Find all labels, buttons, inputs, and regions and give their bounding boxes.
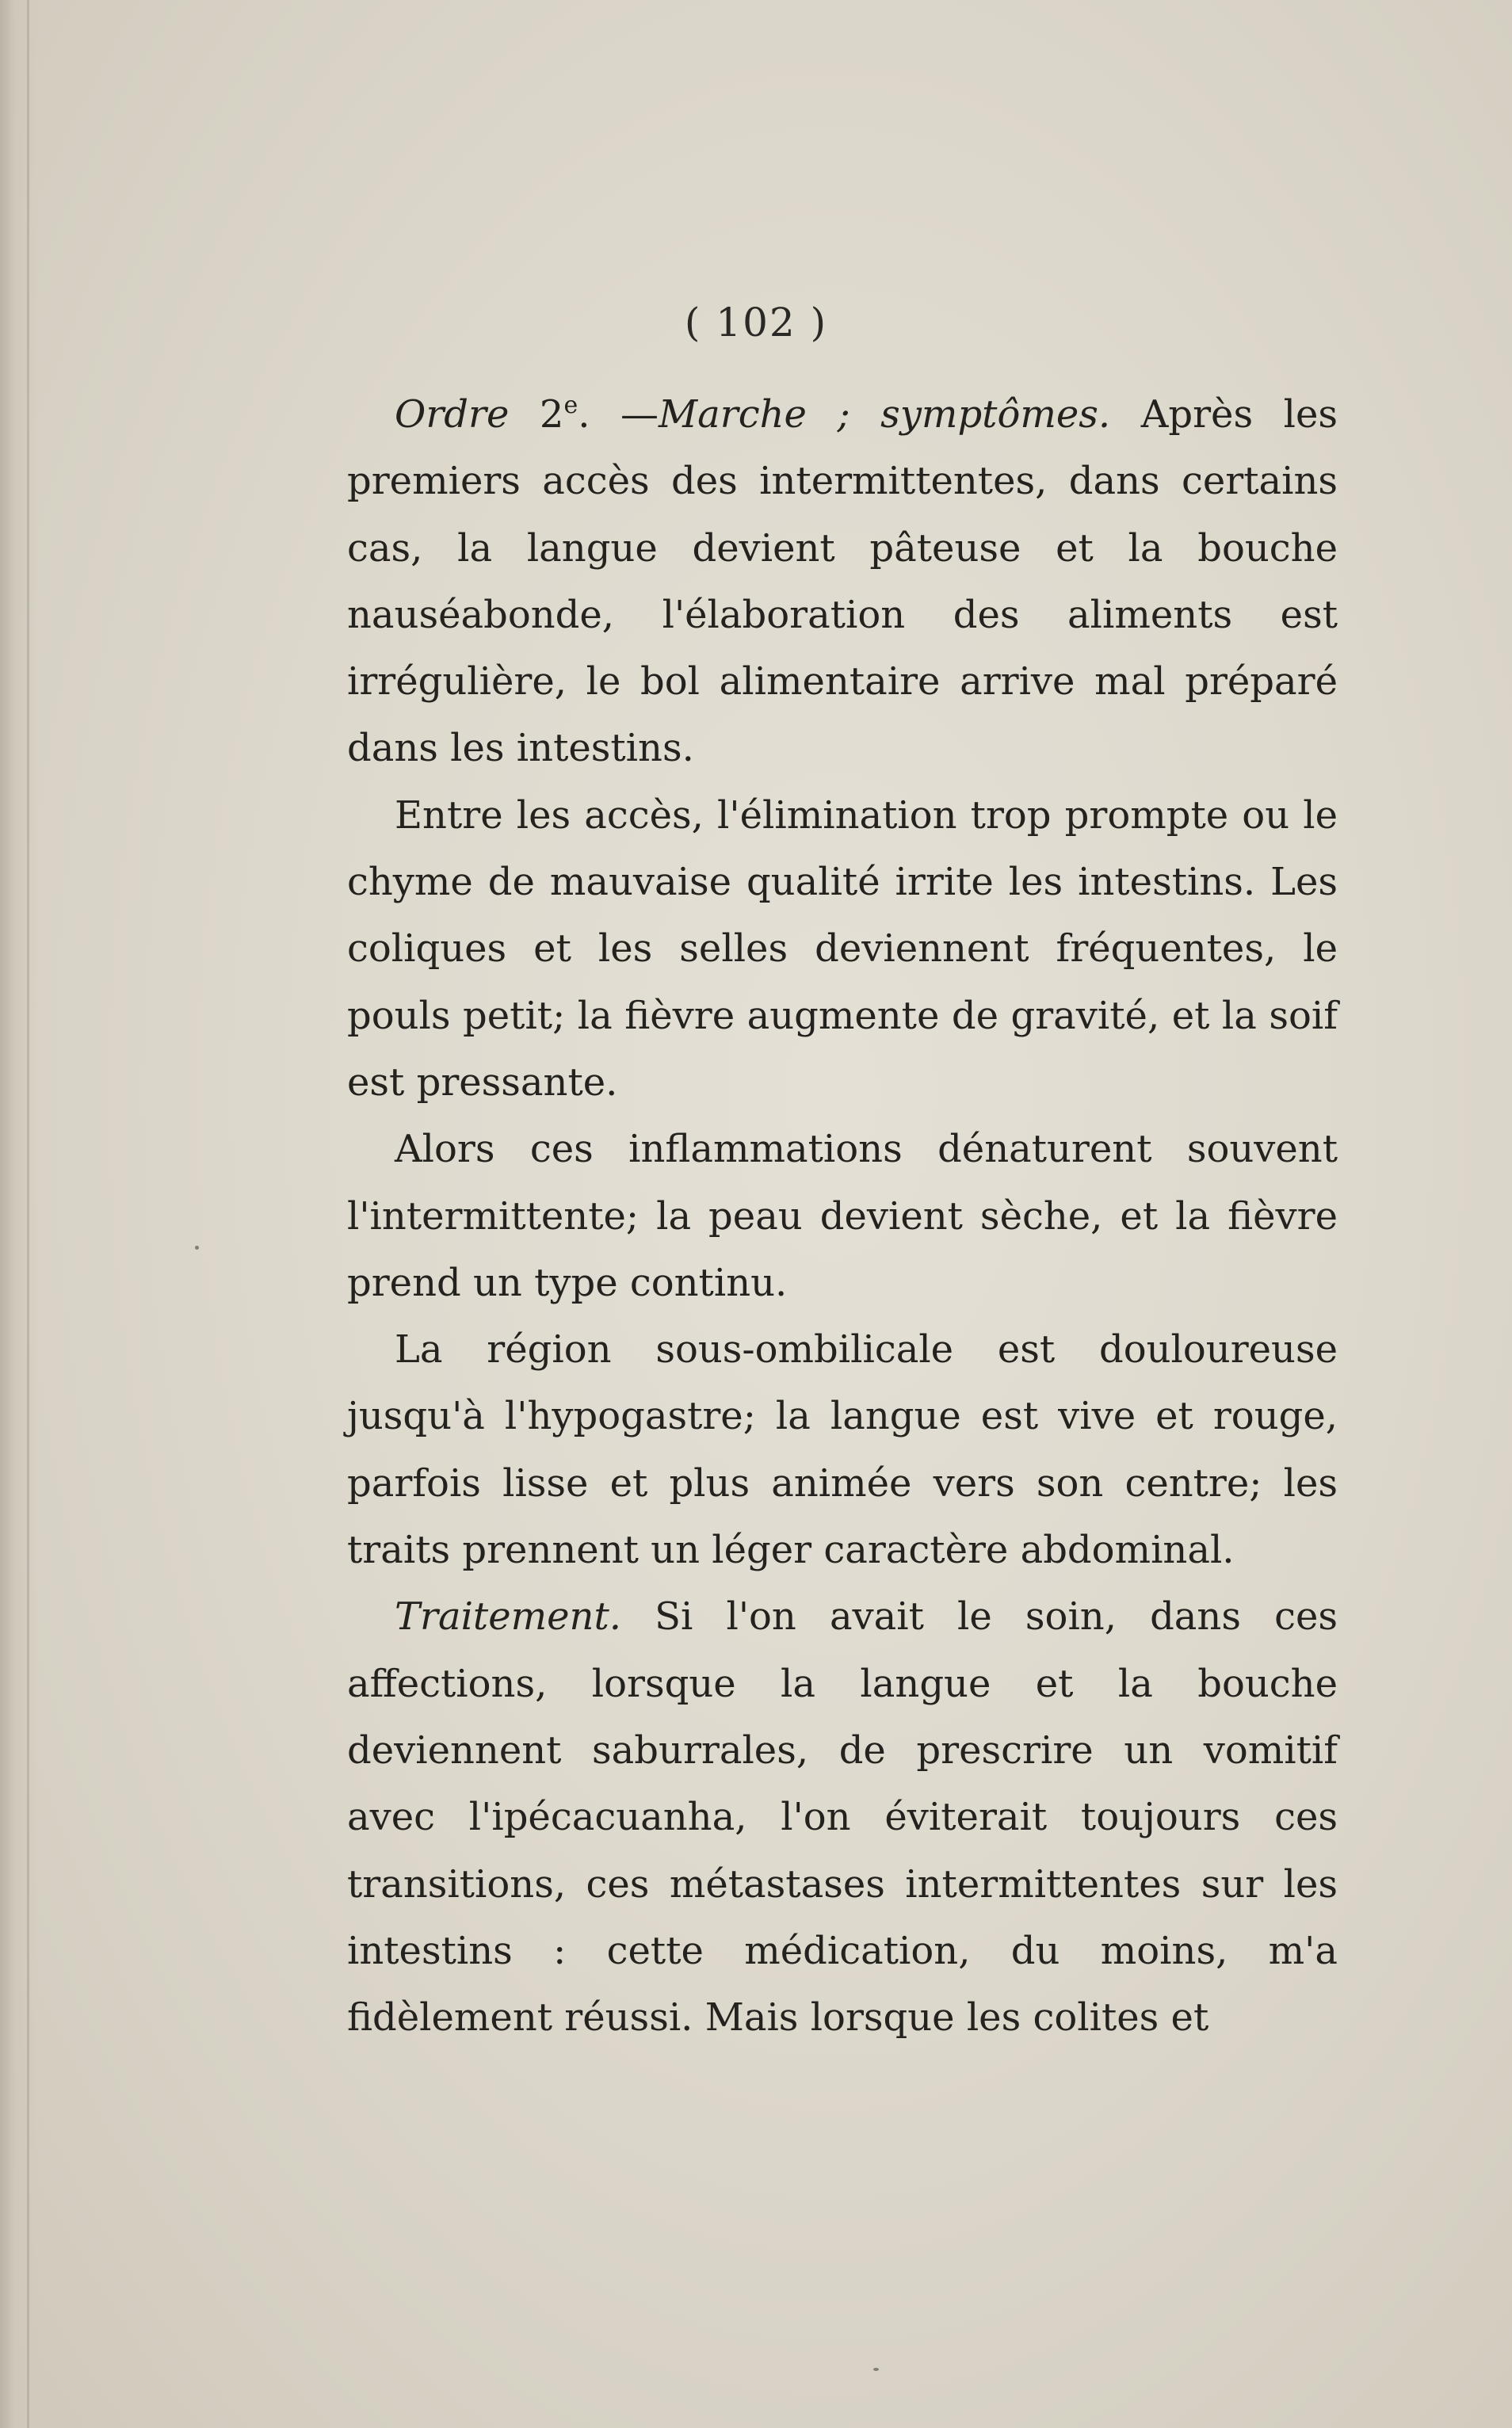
paragraph-acces (347, 782, 1338, 1116)
paper-speck (195, 1246, 199, 1250)
body-text (347, 372, 1338, 2051)
paragraph-traitement (347, 1583, 1338, 2051)
paragraph-marche (347, 372, 1338, 782)
paragraph-text: Entre les accès, l'élimination trop prompte ou le chyme de mauvaise qualité irrite les intestins. Les coliques et les selles deviennent fréquentes, le pouls petit; la fièvre augmente de gravité, et la soif est pressante. (347, 792, 1338, 1105)
section-label: Ordre (395, 392, 510, 437)
paragraph-region (347, 1316, 1338, 1583)
section-label: Traitement. (395, 1594, 622, 1640)
paragraph-text: Si l'on avait le soin, dans ces affections, lorsque la langue et la bouche deviennent saburrales, de prescrire un vomitif avec l'ipécacuanha, l'on éviterait toujours ces transitions, ces métastases intermittentes sur les intestins : cette médication, du moins, m'a fidèlement réussi. Mais lorsque les colites et (347, 1594, 1338, 2041)
page-number: ( 102 ) (684, 300, 828, 345)
section-subtitle: Marche ; symptômes. (659, 392, 1111, 437)
gutter-edge (27, 0, 29, 2428)
order-superscript: e (563, 391, 578, 419)
heading-dash: . — (578, 392, 659, 437)
order-number: 2 (539, 392, 564, 437)
paragraph-inflammations (347, 1116, 1338, 1316)
paper-speck (873, 2368, 879, 2371)
page-gutter (0, 0, 38, 2428)
paragraph-text: La région sous-ombilicale est douloureuse jusqu'à l'hypogastre; la langue est vive et rouge, parfois lisse et plus animée vers son centre; les traits prennent un léger caractère abdominal. (347, 1327, 1338, 1573)
paragraph-text: Alors ces inflammations dénaturent souvent l'intermittente; la peau devient sèche, et la fièvre prend un type continu. (347, 1127, 1338, 1305)
paragraph-text: Après les premiers accès des intermittentes, dans certains cas, la langue devient pâteuse et la bouche nauséabonde, l'élaboration des aliments est irrégulière, le bol alimentaire arrive mal préparé dans les intestins. (347, 392, 1338, 771)
